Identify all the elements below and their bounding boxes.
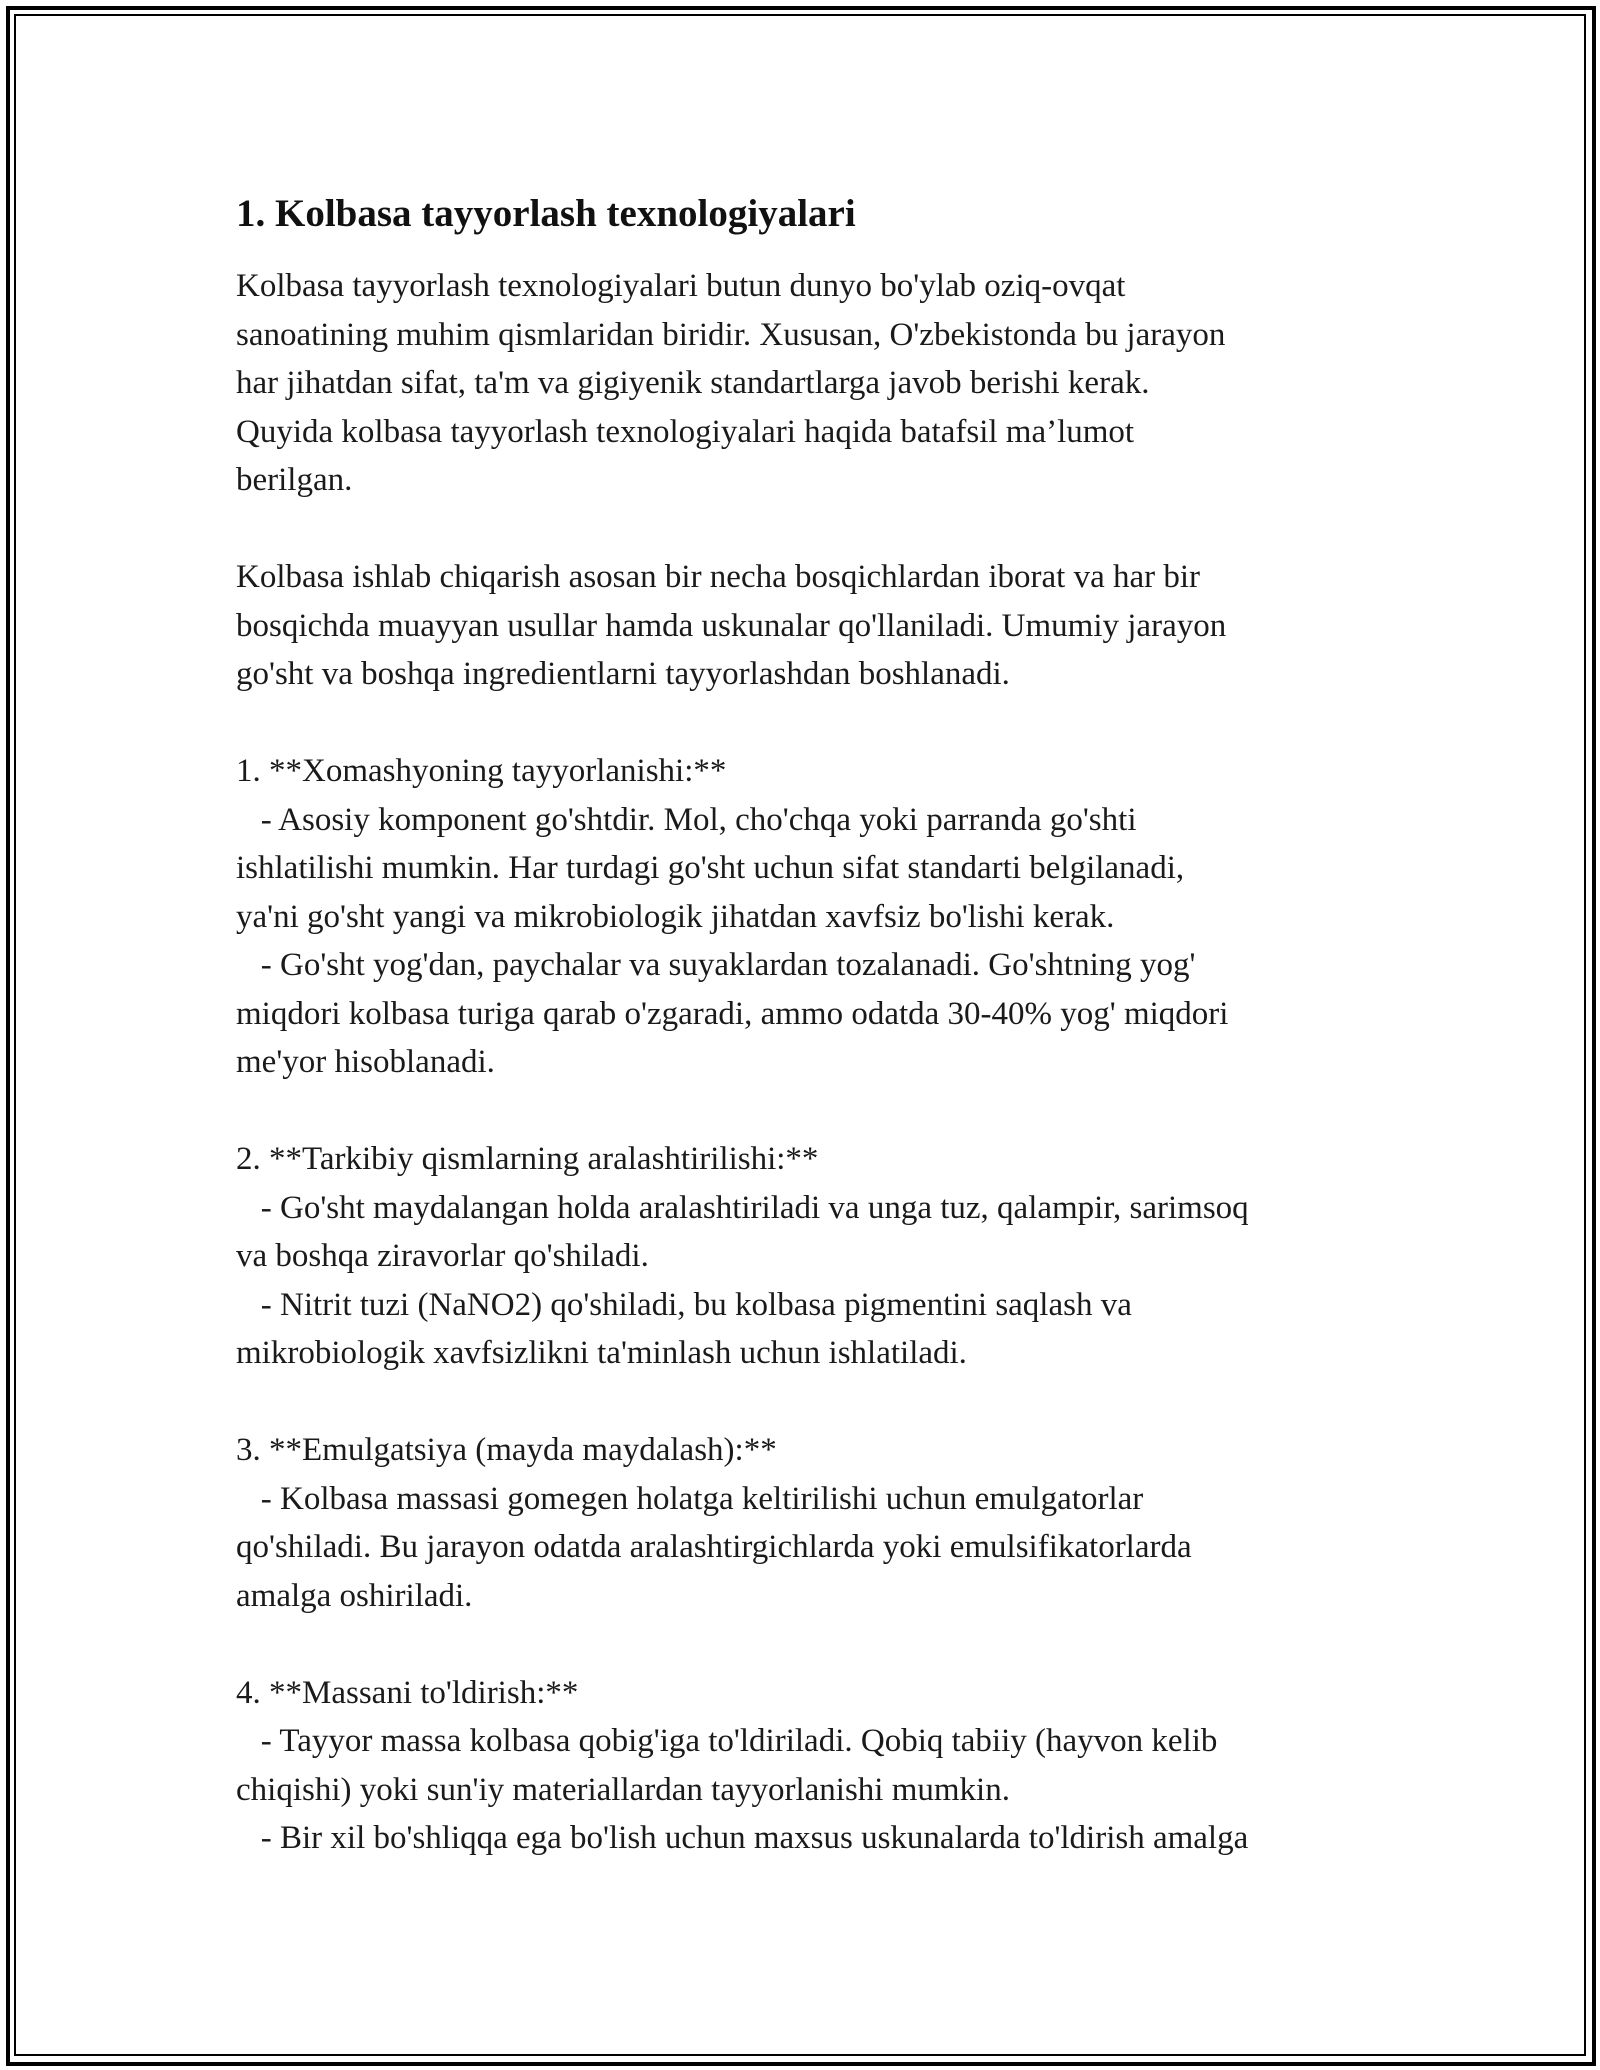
process-overview-paragraph: Kolbasa ishlab chiqarish asosan bir necha bosqichlardan iborat va har bir bosqichda muayyan usullar hamda uskunalar qo'llaniladi. Umumiy jarayon go'sht va boshqa ingredientlarni tayyorlashdan boshlanadi. — [236, 559, 1227, 692]
step-1-raw-material: 1. **Xomashyoning tayyorlanishi:** - Asosiy komponent go'shtdir. Mol, cho'chqa yoki parranda go'shti ishlatilishi mumkin. Har turdagi go'sht uchun sifat standarti belgilanadi, ya'ni go'sht yangi va mikrobiologik jihatdan xavfsiz bo'lishi kerak. - Go'sht yog'dan, paychalar va suyaklardan tozalanadi. Go'shtning yog' miqdori kolbasa turiga qarab o'zgaradi, ammo odatda 30-40% yog' miqdori me'yor hisoblanadi. — [236, 753, 1229, 1080]
document-title: 1. Kolbasa tayyorlash texnologiyalari — [236, 192, 856, 235]
step-4-filling: 4. **Massani to'ldirish:** - Tayyor massa kolbasa qobig'iga to'ldiriladi. Qobiq tabiiy (hayvon kelib chiqishi) yoki sun'iy materiallardan tayyorlanishi mumkin. - Bir xil bo'shliqqa ega bo'lish uchun maxsus uskunalarda to'ldirish amalga — [236, 1674, 1249, 1856]
paragraph-spacer — [236, 1087, 1396, 1136]
step-2-mixing: 2. **Tarkibiy qismlarning aralashtirilishi:** - Go'sht maydalangan holda aralashtiriladi va unga tuz, qalampir, sarimsoq va boshqa ziravorlar qo'shiladi. - Nitrit tuzi (NaNO2) qo'shiladi, bu kolbasa pigmentini saqlash va mikrobiologik xavfsizlikni ta'minlash uchun ishlatiladi. — [236, 1141, 1249, 1371]
paragraph-spacer — [236, 699, 1396, 748]
intro-paragraph: Kolbasa tayyorlash texnologiyalari butun dunyo bo'ylab oziq-ovqat sanoatining muhim qismlaridan biridir. Xususan, O'zbekistonda bu jarayon har jihatdan sifat, ta'm va gigiyenik standartlarga javob berishi kerak. Quyida kolbasa tayyorlash texnologiyalari haqida batafsil ma’lumot berilgan. — [236, 268, 1226, 498]
paragraph-spacer — [236, 1378, 1396, 1427]
paragraph-spacer — [236, 1620, 1396, 1669]
document-body — [236, 186, 1396, 1863]
paragraph-spacer — [236, 505, 1396, 554]
step-3-emulsification: 3. **Emulgatsiya (mayda maydalash):** - Kolbasa massasi gomegen holatga keltirilishi uchun emulgatorlar qo'shiladi. Bu jarayon odatda aralashtirgichlarda yoki emulsifikatorlarda amalga oshiriladi. — [236, 1432, 1192, 1614]
